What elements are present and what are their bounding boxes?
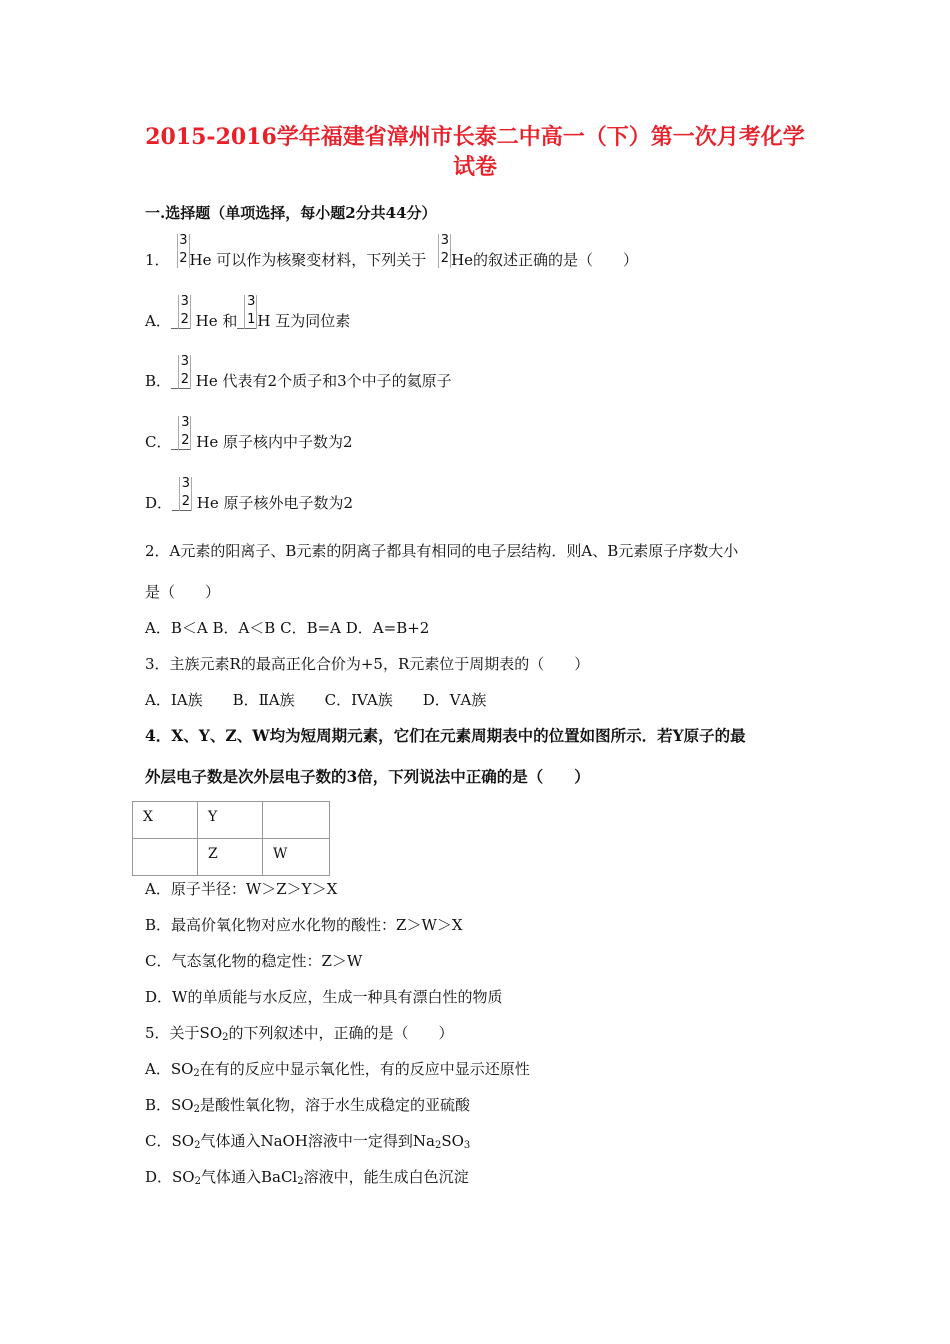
question-2-stem-line-2: 是（ ） [145, 583, 221, 601]
table-cell: Z [198, 839, 263, 876]
question-5-option-a: A．$SO_2$在有的反应中显示氧化性，有的反应中显示还原性 [145, 1060, 530, 1079]
question-1-option-a: A． 3 2 He 和 3 1 H 互为同位素 [145, 294, 351, 330]
question-3-stem: 3．主族元素R的最高正化合价为+5，R元素位于周期表的（ ） [145, 655, 590, 673]
section-heading: 一.选择题（单项选择，每小题2分共44分） [145, 204, 437, 222]
title-line-1: 2015-2016学年福建省漳州市长泰二中高一（下）第一次月考化学 [145, 124, 805, 150]
table-cell [133, 839, 198, 876]
table-row [133, 802, 330, 839]
title-line-2: 试卷 [452, 154, 497, 180]
question-1-stem: 1． 3 2 He 可以作为核聚变材料，下列关于 3 2 He的叙述正确的是（ ） [145, 233, 639, 269]
isotope-notation: 3 2 [431, 250, 451, 270]
periodic-position-table [132, 801, 330, 876]
question-1-option-d: D． 3 2 He 原子核外电子数为2 [145, 476, 354, 512]
question-4-option-d: D．W的单质能与水反应，生成一种具有漂白性的物质 [145, 988, 503, 1006]
question-4-option-b: B．最高价氧化物对应水化物的酸性：Z＞W＞X [145, 916, 463, 934]
question-5-stem: 5．关于$SO_2$的下列叙述中，正确的是（ ） [145, 1024, 454, 1043]
document-title [100, 122, 850, 182]
table-row [133, 839, 330, 876]
question-1-option-c: C． 3 2 He 原子核内中子数为2 [145, 415, 353, 451]
question-1-option-b: B． 3 2 He 代表有2个质子和3个中子的氦原子 [145, 354, 452, 390]
isotope-notation: 3 2 [171, 311, 191, 331]
question-5-option-d: D．$SO_2$气体通入BaCl$_2$溶液中，能生成白色沉淀 [145, 1168, 469, 1187]
question-4-stem-line-1: 4．X、Y、Z、W均为短周期元素，它们在元素周期表中的位置如图所示．若Y原子的最 [145, 726, 746, 745]
question-4-option-c: C．气态氢化物的稳定性：Z＞W [145, 952, 363, 970]
table-cell: W [263, 839, 330, 876]
question-2-options: A．B＜A B．A＜B C．B=A D．A=B+2 [145, 619, 430, 637]
element-symbol: He [189, 251, 212, 269]
isotope-notation: 3 1 [237, 311, 257, 331]
element-symbol: He [451, 251, 474, 269]
isotope-notation: 3 2 [171, 371, 191, 391]
table-cell: Y [198, 802, 263, 839]
question-4-option-a: A．原子半径：W＞Z＞Y＞X [145, 880, 338, 898]
isotope-notation: 3 2 [170, 250, 190, 270]
question-4-stem-line-2: 外层电子数是次外层电子数的3倍，下列说法中正确的是（ ） [145, 767, 590, 786]
isotope-notation: 3 2 [172, 493, 192, 513]
question-3-options: A．ⅠA族 B．ⅡA族 C．IVA族 D．ⅤA族 [145, 691, 487, 709]
question-5-option-c: C．$SO_2$气体通入NaOH溶液中一定得到$Na_2SO_3$ [145, 1132, 471, 1151]
question-2-stem-line-1: 2．A元素的阳离子、B元素的阴离子都具有相同的电子层结构．则A、B元素原子序数大小 [145, 542, 739, 560]
isotope-notation: 3 2 [171, 432, 191, 452]
table-cell [263, 802, 330, 839]
question-number: 1． [145, 251, 170, 269]
table-cell: X [133, 802, 198, 839]
question-5-option-b: B．$SO_2$是酸性氧化物，溶于水生成稳定的亚硫酸 [145, 1096, 470, 1115]
